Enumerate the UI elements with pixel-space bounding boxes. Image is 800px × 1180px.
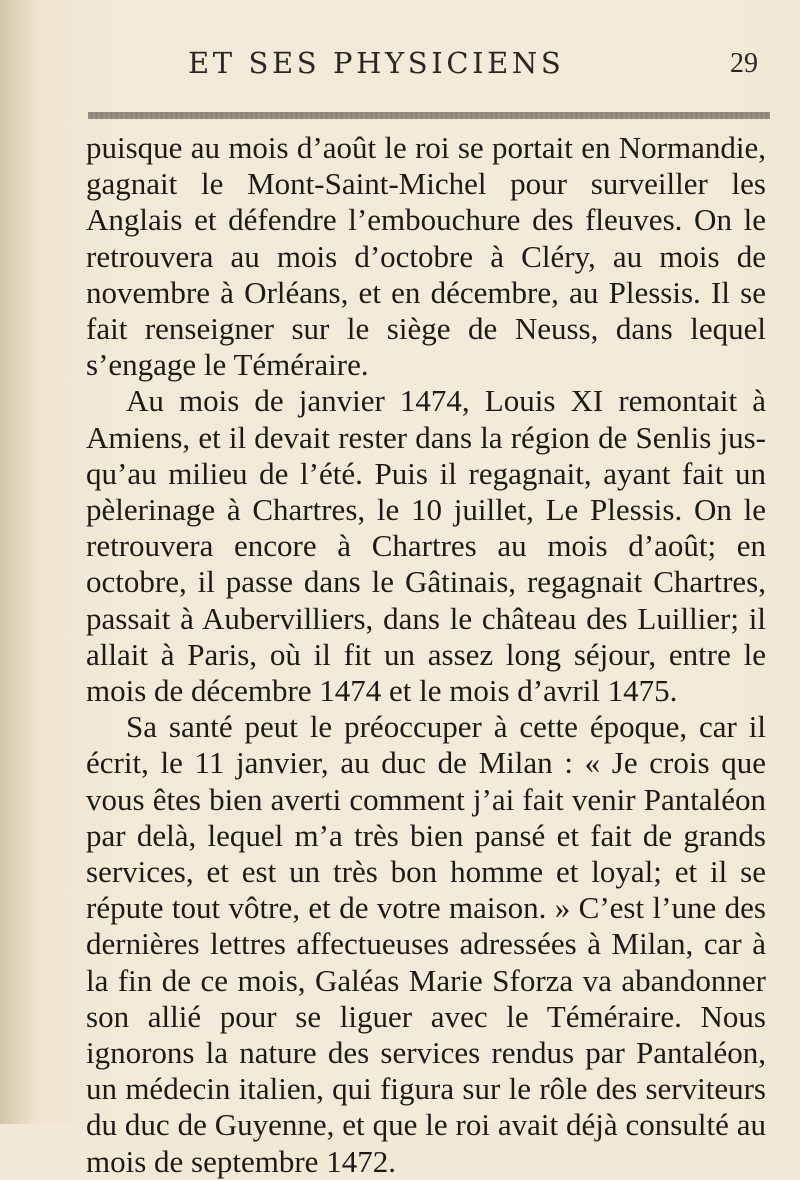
paragraph-2: Au mois de janvier 1474, Louis XI remontait à Amiens, et il devait rester dans la région de Senlis jusqu’au milieu de l’été. Puis il regagnait, ayant fait un pèlerinage à Chartres, le 10 juillet, Le Plessis. On le retrouvera encore à Chartres au mois d’août; en octobre, il passe dans le Gâtinais, regagnait Chartres, passait à Aubervilliers, dans le château des Luillier; il allait à Paris, où il fit un assez long séjour, entre le mois de décembre 1474 et le mois d’avril 1475.	[86, 383, 766, 709]
body-text	[86, 130, 766, 1180]
page-gutter-shadow	[0, 0, 34, 1124]
paragraph-3: Sa santé peut le préoccuper à cette époque, car il écrit, le 11 janvier, au duc de Milan : « Je crois que vous êtes bien averti comment j’ai fait venir Pantaléon par delà, lequel m’a très bien pansé et fait de grands services, et est un très bon homme et loyal; et il se répute tout vôtre, et de votre maison. » C’est l’une des dernières lettres affectueuses adressées à Milan, car à la fin de ce mois, Galéas Marie Sforza va abandonner son allié pour se liguer avec le Téméraire. Nous ignorons la nature des services rendus par Pantaléon, un médecin italien, qui figura sur le rôle des serviteurs du duc de Guyenne, et que le roi avait déjà consulté au mois de septembre 1472.	[86, 709, 766, 1179]
header-rule	[88, 112, 770, 119]
running-head-title: ET SES PHYSICIENS	[188, 46, 565, 80]
page-number: 29	[730, 48, 758, 79]
running-head	[90, 46, 770, 96]
paragraph-1: puisque au mois d’août le roi se portait en Normandie, gagnait le Mont-Saint-Michel pour surveiller les Anglais et défendre l’embouchure des fleuves. On le retrouvera au mois d’octobre à Cléry, au mois de novembre à Orléans, et en décembre, au Plessis. Il se fait renseigner sur le siège de Neuss, dans lequel s’engage le Téméraire.	[86, 130, 766, 383]
